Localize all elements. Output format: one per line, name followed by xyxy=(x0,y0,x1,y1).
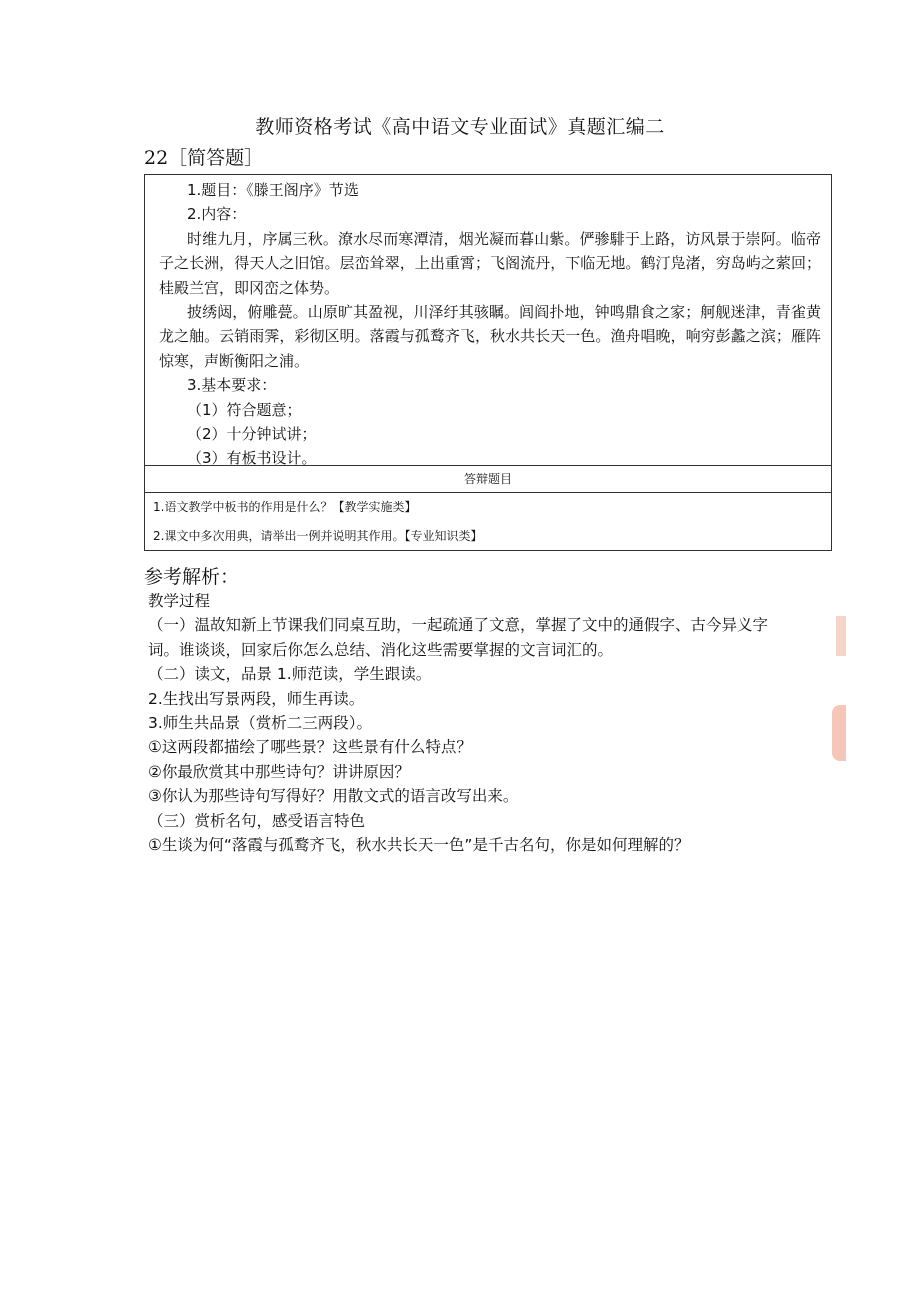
question-box xyxy=(144,174,832,466)
edge-decoration xyxy=(836,616,846,656)
analysis-line: ③你认为那些诗句写得好？用散文式的语言改写出来。 xyxy=(148,787,519,806)
answer-section-header: 答辩题目 xyxy=(144,466,832,493)
requirement-item: （1）符合题意； xyxy=(187,400,302,419)
answer-question-item: 2.课文中多次用典，请举出一例并说明其作用。【专业知识类】 xyxy=(144,522,832,551)
requirements-label: 3.基本要求： xyxy=(187,376,277,395)
analysis-line: （一）温故知新上节课我们同桌互助，一起疏通了文意，掌握了文中的通假字、古今异义字 xyxy=(148,616,769,635)
question-topic: 1.题目：《滕王阁序》节选 xyxy=(187,181,359,199)
answer-question-item: 1.语文教学中板书的作用是什么？【教学实施类】 xyxy=(144,493,832,522)
analysis-line: 2.生找出写景两段，师生再读。 xyxy=(148,689,365,708)
analysis-line: ②你最欣赏其中那些诗句？讲讲原因？ xyxy=(148,762,410,781)
content-paragraph-1: 时维九月，序属三秋。潦水尽而寒潭清，烟光凝而暮山紫。俨骖騑于上路，访风景于崇阿。临帝子之长洲，得天人之旧馆。层峦耸翠，上出重霄；飞阁流丹，下临无地。鹤汀凫渚，穷岛屿之萦回；桂殿兰宫，即冈峦之体势。 xyxy=(159,229,821,297)
document-title: 教师资格考试《高中语文专业面试》真题汇编二 xyxy=(255,116,665,138)
analysis-line: ①生谈为何“落霞与孤鹜齐飞，秋水共长天一色”是千古名句，你是如何理解的？ xyxy=(148,836,690,855)
reference-analysis-label: 参考解析： xyxy=(144,566,240,588)
analysis-body xyxy=(148,589,840,857)
question-number: 22［简答题］ xyxy=(144,147,264,169)
analysis-line: 教学过程 xyxy=(148,592,211,610)
analysis-line: （三）赏析名句，感受语言特色 xyxy=(148,811,366,830)
content-paragraph-2: 披绣闼，俯雕甍。山原旷其盈视，川泽纡其骇瞩。闾阎扑地，钟鸣鼎食之家；舸舰迷津，青雀黄龙之舳。云销雨霁，彩彻区明。落霞与孤鹜齐飞，秋水共长天一色。渔舟唱晚，响穷彭蠡之滨；雁阵惊寒，声断衡阳之浦。 xyxy=(159,303,821,370)
edge-decoration xyxy=(832,705,846,761)
requirement-item: （3）有板书设计。 xyxy=(187,449,317,468)
analysis-line: 3.师生共品景（赏析二三两段）。 xyxy=(148,714,373,733)
analysis-line: （二）读文，品景 1.师范读，学生跟读。 xyxy=(148,665,432,684)
analysis-line: 词。谁谈谈，回家后你怎么总结、消化这些需要掌握的文言词汇的。 xyxy=(148,640,614,659)
analysis-line: ①这两段都描绘了哪些景？这些景有什么特点？ xyxy=(148,738,472,757)
content-label: 2.内容： xyxy=(187,205,247,224)
requirement-item: （2）十分钟试讲； xyxy=(187,425,317,444)
